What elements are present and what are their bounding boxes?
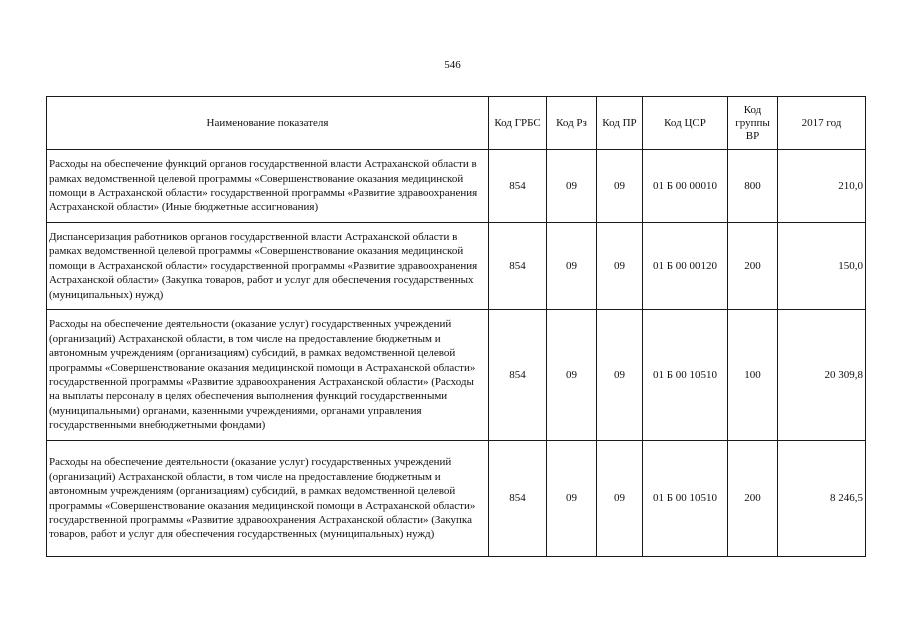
header-indicator-name: Наименование показателя	[47, 97, 489, 150]
row-vr-code: 100	[728, 310, 778, 441]
row-pr-code: 09	[597, 150, 643, 223]
header-rz-code: Код Рз	[547, 97, 597, 150]
row-amount-2017: 8 246,5	[778, 441, 866, 557]
row-vr-code: 200	[728, 223, 778, 310]
table-row	[47, 150, 866, 223]
row-vr-code: 200	[728, 441, 778, 557]
table-row	[47, 310, 866, 441]
row-rz-code: 09	[547, 223, 597, 310]
row-indicator-name: Расходы на обеспечение функций органов государственной власти Астраханской области в рамках ведомственной целевой программы «Совершенствование оказания медицинской помощи в Астраханской области» государственной программы «Развитие здравоохранения Астраханской области» (Иные бюджетные ассигнования)	[47, 150, 489, 223]
row-indicator-name: Расходы на обеспечение деятельности (оказание услуг) государственных учреждений (организаций) Астраханской области, в том числе на предоставление бюджетным и автономным учреждениям (организациям) субсидий, в рамках ведомственной целевой программы «Совершенствование оказания медицинской помощи в Астраханской области» государственной программы «Развитие здравоохранения Астраханской области» (Расходы на выплаты персоналу в целях обеспечения выполнения функций государственными (муниципальными) органами, казенными учреждениями, органами управления государственными внебюджетными фондами)	[47, 310, 489, 441]
header-grbs-code: Код ГРБС	[489, 97, 547, 150]
budget-table	[46, 96, 866, 557]
row-csr-code: 01 Б 00 10510	[643, 310, 728, 441]
row-grbs-code: 854	[489, 441, 547, 557]
row-amount-2017: 210,0	[778, 150, 866, 223]
row-csr-code: 01 Б 00 10510	[643, 441, 728, 557]
row-amount-2017: 20 309,8	[778, 310, 866, 441]
row-rz-code: 09	[547, 150, 597, 223]
row-indicator-name: Расходы на обеспечение деятельности (оказание услуг) государственных учреждений (организаций) Астраханской области, в том числе на предоставление бюджетным и автономным учреждениям (организациям) субсидий, в рамках ведомственной целевой программы «Совершенствование оказания медицинской помощи в Астраханской области» государственной программы «Развитие здравоохранения Астраханской области» (Закупка товаров, работ и услуг для обеспечения государственных (муниципальных) нужд)	[47, 441, 489, 557]
row-grbs-code: 854	[489, 150, 547, 223]
row-grbs-code: 854	[489, 223, 547, 310]
row-rz-code: 09	[547, 310, 597, 441]
row-csr-code: 01 Б 00 00120	[643, 223, 728, 310]
row-amount-2017: 150,0	[778, 223, 866, 310]
row-pr-code: 09	[597, 310, 643, 441]
row-csr-code: 01 Б 00 00010	[643, 150, 728, 223]
header-year-2017: 2017 год	[778, 97, 866, 150]
page-number: 546	[444, 59, 461, 71]
table-row	[47, 223, 866, 310]
header-pr-code: Код ПР	[597, 97, 643, 150]
row-indicator-name: Диспансеризация работников органов государственной власти Астраханской области в рамках ведомственной целевой программы «Совершенствование оказания медицинской помощи в Астраханской области» государственной программы «Развитие здравоохранения Астраханской области» (Закупка товаров, работ и услуг для обеспечения государственных (муниципальных) нужд)	[47, 223, 489, 310]
header-row	[47, 97, 866, 150]
table-row	[47, 441, 866, 557]
row-rz-code: 09	[547, 441, 597, 557]
row-vr-code: 800	[728, 150, 778, 223]
header-csr-code: Код ЦСР	[643, 97, 728, 150]
row-grbs-code: 854	[489, 310, 547, 441]
header-vr-code: Код группы ВР	[728, 97, 778, 150]
row-pr-code: 09	[597, 223, 643, 310]
row-pr-code: 09	[597, 441, 643, 557]
